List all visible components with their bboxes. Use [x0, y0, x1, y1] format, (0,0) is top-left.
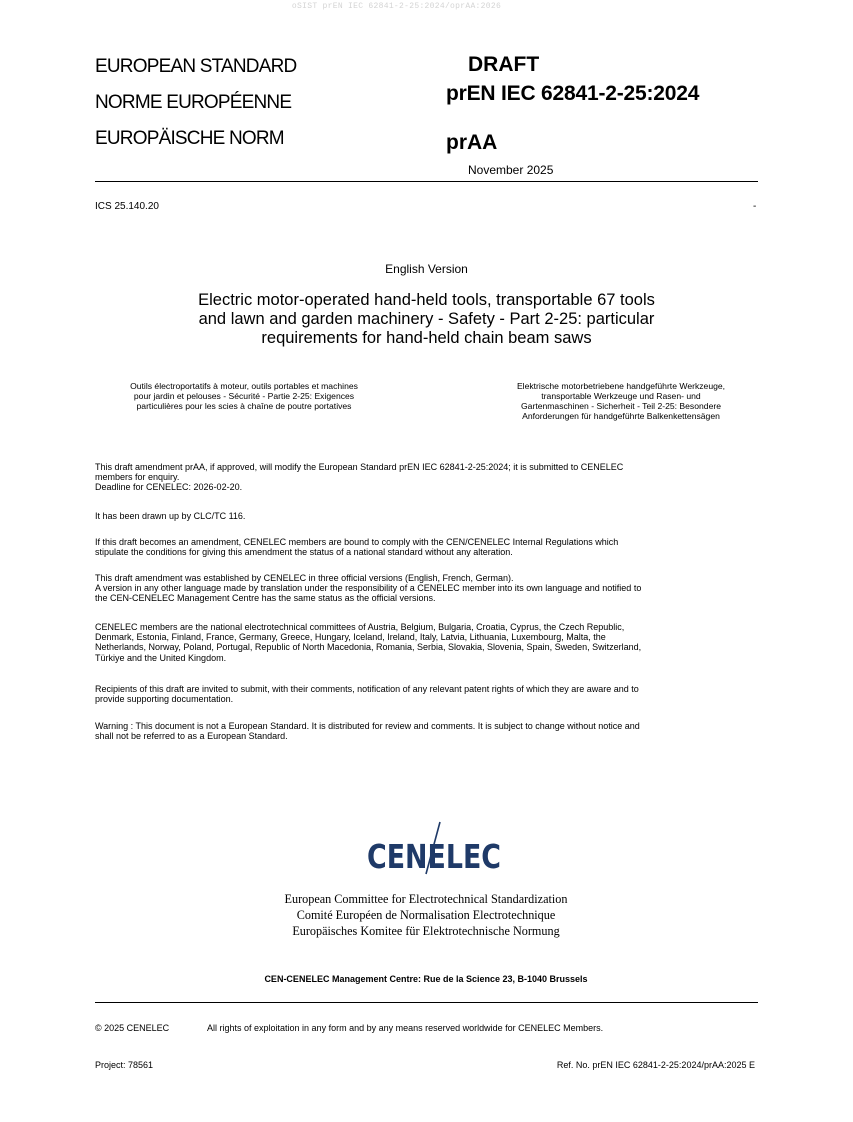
rights-statement: All rights of exploitation in any form and by any means reserved worldwide for CENELEC Members. — [207, 1023, 604, 1033]
paragraph-line: This draft amendment prAA, if approved, will modify the European Standard prEN IEC 62841-2-25:2024; it is submitted to CENELEC — [95, 462, 624, 472]
publication-date: November 2025 — [468, 163, 554, 177]
committee-name-en: European Committee for Electrotechnical Standardization — [284, 892, 568, 906]
header-divider — [95, 181, 758, 182]
ics-code: ICS 25.140.20 — [95, 201, 159, 212]
paragraph-line: shall not be referred to as a European Standard. — [95, 731, 288, 742]
paragraph-line: stipulate the conditions for giving this amendment the status of a national standard without any alteration. — [95, 547, 513, 558]
management-centre-address: CEN-CENELEC Management Centre: Rue de la Science 23, B-1040 Brussels — [264, 974, 588, 984]
paragraph-line: Türkiye and the United Kingdom. — [95, 652, 227, 663]
paragraph-line: A version in any other language made by translation under the responsibility of a CENELEC member into its own language and notified to — [95, 583, 642, 594]
paragraph-line: Netherlands, Norway, Poland, Portugal, Republic of North Macedonia, Romania, Serbia, Slovakia, Slovenia, Spain, Sweden, Switzerland, — [95, 642, 642, 653]
standard-name-de: EUROPÄISCHE NORM — [95, 128, 284, 149]
reference-number: Ref. No. prEN IEC 62841-2-25:2024/prAA:2025 E — [556, 1060, 755, 1070]
subtitle-line: transportable Werkzeuge und Rasen- und — [541, 391, 701, 401]
paragraph-line: Denmark, Estonia, Finland, France, Germany, Greece, Hungary, Iceland, Ireland, Italy, Latvia, Lithuania, Luxembourg, Malta, the — [95, 632, 606, 643]
paragraph-members — [95, 622, 755, 663]
logo-text: CENELEC — [367, 837, 501, 876]
paragraph-line: If this draft becomes an amendment, CENELEC members are bound to comply with the CEN/CENELEC Internal Regulations which — [95, 537, 619, 547]
version-label: English Version — [385, 262, 468, 276]
cenelec-logo — [364, 820, 504, 875]
paragraph-line: Recipients of this draft are invited to submit, with their comments, notification of any relevant patent rights of which they are aware and to — [95, 684, 639, 694]
paragraph-patents — [95, 684, 755, 704]
committee-name-fr: Comité Européen de Normalisation Electrotechnique — [296, 908, 556, 922]
paragraph-warning — [95, 721, 755, 741]
paragraph-versions — [95, 573, 755, 604]
project-number: Project: 78561 — [95, 1060, 154, 1070]
paragraph-line: Deadline for CENELEC: 2026-02-20. — [95, 482, 243, 493]
standard-name-en: EUROPEAN STANDARD — [95, 56, 297, 77]
draft-label: DRAFT — [468, 53, 540, 76]
committee-name-de: Europäisches Komitee für Elektrotechnische Normung — [292, 924, 560, 938]
paragraph-line: CENELEC members are the national electrotechnical committees of Austria, Belgium, Bulgaria, Croatia, Cyprus, the Czech Republic, — [95, 622, 625, 632]
paragraph-line: the CEN-CENELEC Management Centre has the same status as the official versions. — [95, 593, 436, 604]
title-line: requirements for hand-held chain beam saws — [261, 329, 592, 347]
paragraph-line: members for enquiry. — [95, 472, 180, 483]
subtitle-line: Anforderungen für handgeführte Balkenkettensägen — [522, 411, 720, 421]
subtitle-line: Outils électroportatifs à moteur, outils portables et machines — [130, 381, 358, 391]
paragraph-line: Warning : This document is not a European Standard. It is distributed for review and comments. It is subject to change without notice and — [95, 721, 640, 731]
document-title — [95, 291, 758, 348]
standard-name-fr: NORME EUROPÉENNE — [95, 92, 292, 113]
title-line: and lawn and garden machinery - Safety - Part 2-25: particular — [198, 310, 655, 328]
paragraph-line: This draft amendment was established by CENELEC in three official versions (English, French, German). — [95, 573, 514, 583]
paragraph-line: It has been drawn up by CLC/TC 116. — [95, 511, 246, 521]
paragraph-obligations — [95, 537, 755, 557]
footer-divider — [95, 1002, 758, 1003]
subtitle-line: pour jardin et pelouses - Sécurité - Partie 2-25: Exigences — [133, 391, 355, 401]
subtitle-line: particulières pour les scies à chaîne de poutre portatives — [136, 401, 352, 411]
subtitle-french — [95, 381, 393, 411]
subtitle-line: Elektrische motorbetriebene handgeführte Werkzeuge, — [516, 381, 726, 391]
watermark: oSIST prEN IEC 62841-2-25:2024/oprAA:2026 — [291, 2, 502, 11]
paragraph-enquiry — [95, 462, 755, 493]
subtitle-line: Gartenmaschinen - Sicherheit - Teil 2-25: Besondere — [521, 401, 721, 411]
copyright: © 2025 CENELEC — [95, 1023, 170, 1033]
paragraph-drawn-up — [95, 511, 755, 521]
paragraph-line: provide supporting documentation. — [95, 694, 234, 705]
document-number: prEN IEC 62841-2-25:2024 — [446, 82, 700, 105]
amendment-label: prAA — [446, 131, 498, 154]
committee-names — [196, 891, 656, 939]
ics-suffix: - — [753, 201, 757, 212]
title-line: Electric motor-operated hand-held tools, transportable 67 tools — [198, 291, 655, 309]
subtitle-german — [472, 381, 770, 421]
